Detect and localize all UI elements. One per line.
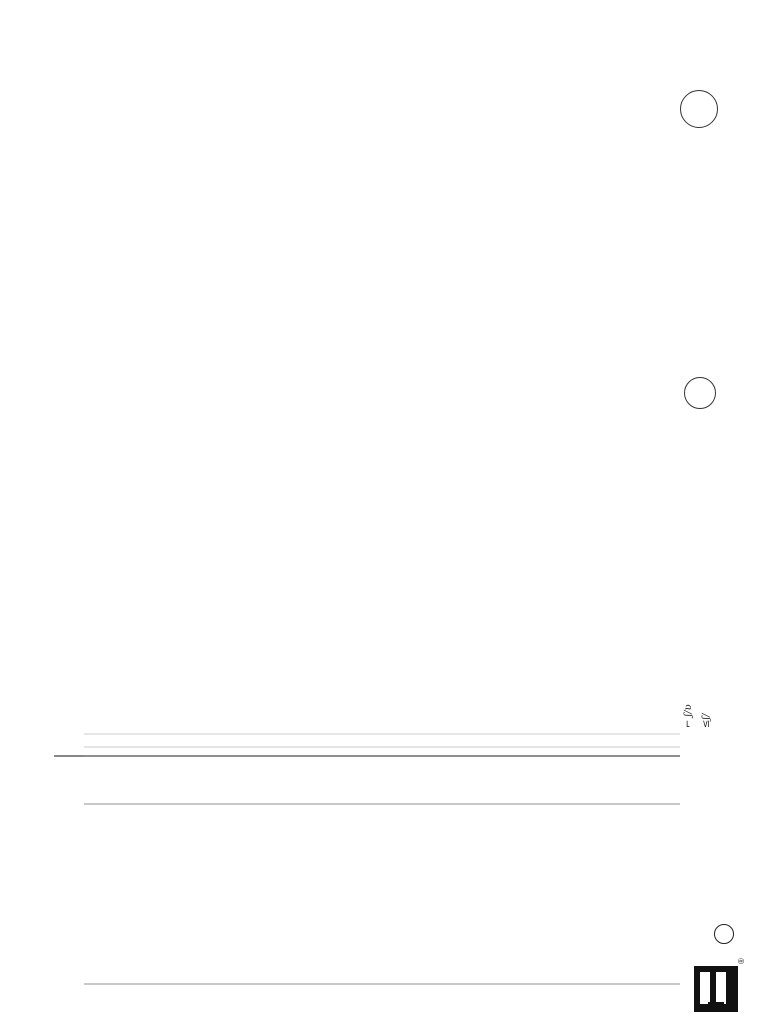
title-circle (684, 377, 716, 409)
company-logo (688, 960, 744, 1016)
rev-circle (680, 90, 718, 128)
signature-2: ≤ʃ∕ (701, 713, 712, 728)
registered-icon: ® (737, 958, 746, 964)
signature: ⌐ ʃ∕ʋ (683, 704, 694, 728)
brand-circle (714, 924, 734, 944)
